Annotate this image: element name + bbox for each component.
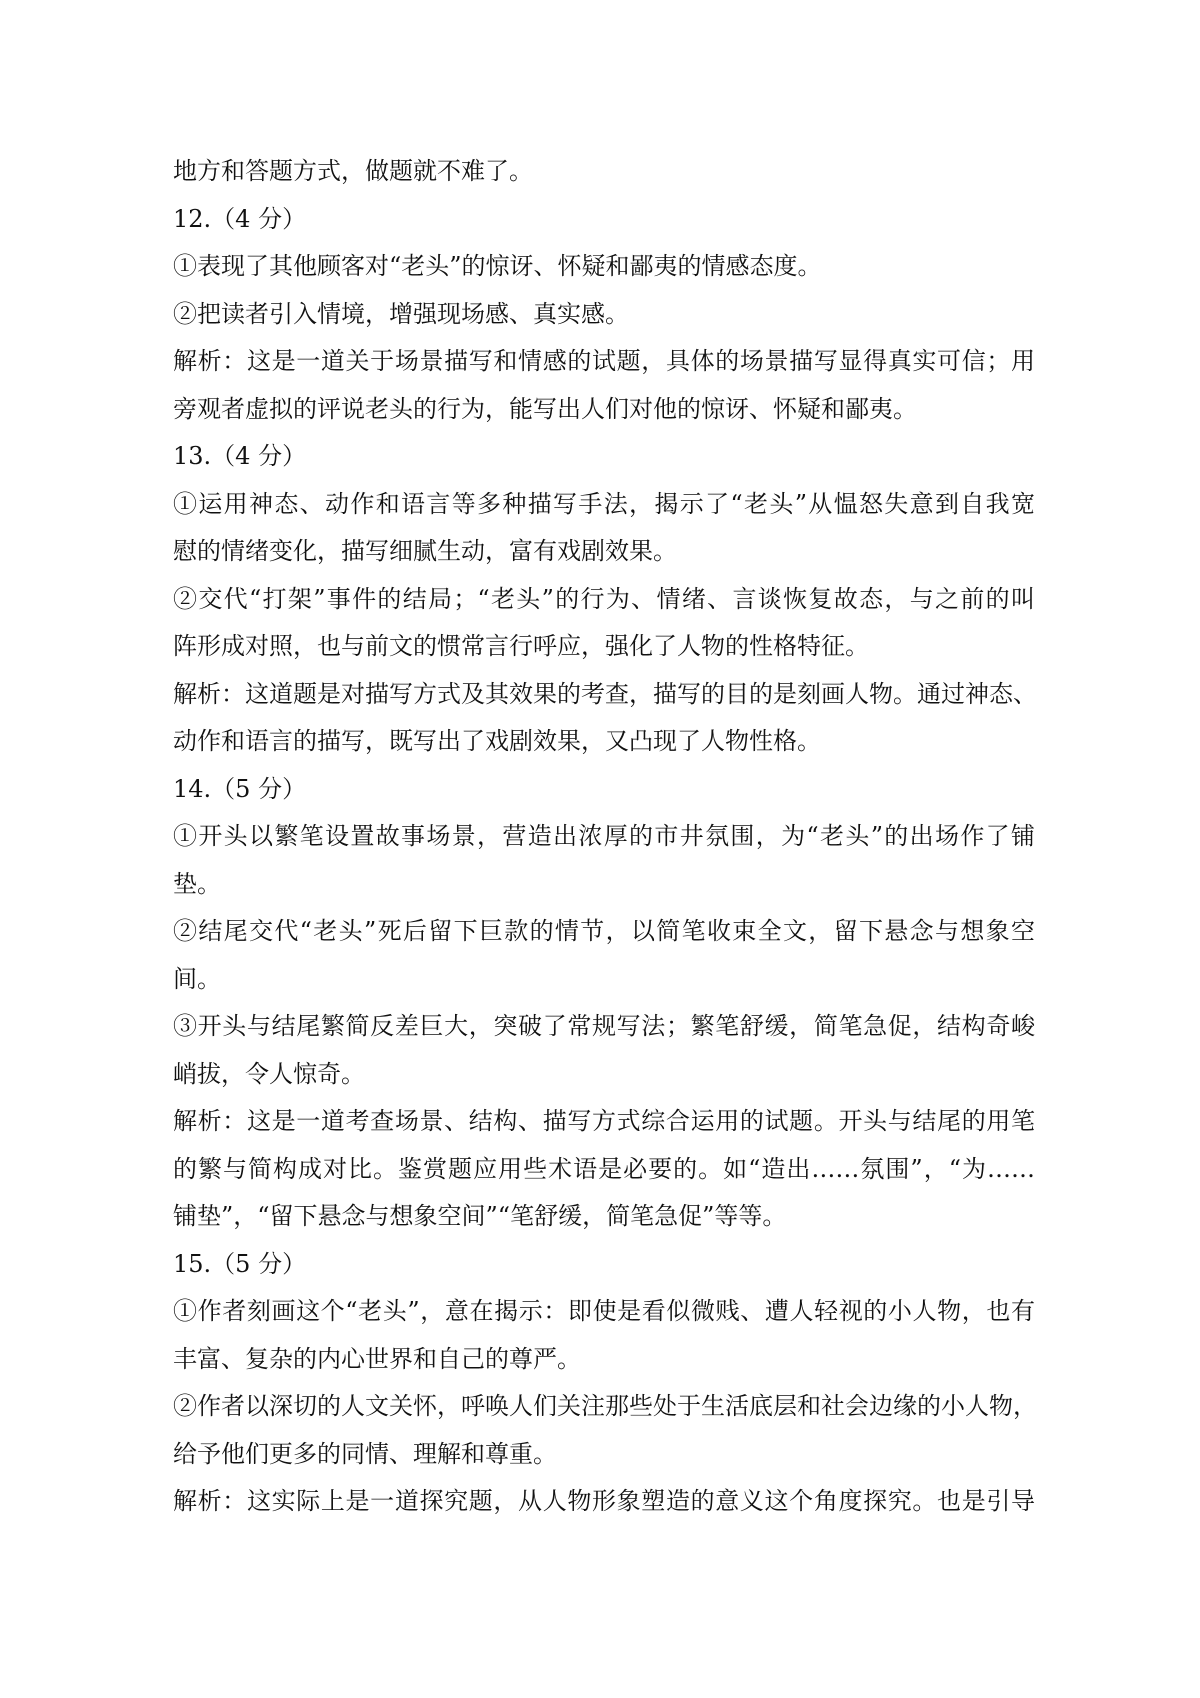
question-heading-14: 14.（5 分） [173, 774, 307, 803]
analysis-text: 解析：这实际上是一道探究题，从人物形象塑造的意义这个角度探究。也是引导 [173, 1487, 1035, 1515]
answer-point: ①开头以繁笔设置故事场景，营造出浓厚的市井氛围，为“老头”的出场作了铺 [173, 822, 1035, 850]
answer-point: 峭拔，令人惊奇。 [173, 1059, 365, 1088]
question-heading-12: 12.（4 分） [173, 204, 307, 233]
answer-point: ①作者刻画这个“老头”，意在揭示：即使是看似微贱、遭人轻视的小人物，也有 [173, 1297, 1035, 1325]
answer-point: ②把读者引入情境，增强现场感、真实感。 [173, 299, 629, 328]
answer-point: ③开头与结尾繁简反差巨大，突破了常规写法；繁笔舒缓，简笔急促，结构奇峻 [173, 1012, 1035, 1040]
analysis-text: 旁观者虚拟的评说老头的行为，能写出人们对他的惊讶、怀疑和鄙夷。 [173, 394, 917, 423]
analysis-text: 铺垫”，“留下悬念与想象空间”“笔舒缓，简笔急促”等等。 [173, 1202, 787, 1230]
answer-point: 给予他们更多的同情、理解和尊重。 [173, 1439, 557, 1468]
analysis-text: 动作和语言的描写，既写出了戏剧效果，又凸现了人物性格。 [173, 727, 821, 755]
analysis-text: 解析：这道题是对描写方式及其效果的考查，描写的目的是刻画人物。通过神态、 [173, 679, 1037, 708]
answer-point: 垫。 [173, 869, 221, 898]
answer-point: 阵形成对照，也与前文的惯常言行呼应，强化了人物的性格特征。 [173, 632, 869, 660]
question-heading-15: 15.（5 分） [173, 1249, 307, 1278]
answer-point: 慰的情绪变化，描写细腻生动，富有戏剧效果。 [173, 537, 677, 565]
answer-point: ①表现了其他顾客对“老头”的惊讶、怀疑和鄙夷的情感态度。 [173, 252, 822, 280]
analysis-text: 解析：这是一道关于场景描写和情感的试题，具体的场景描写显得真实可信；用 [173, 347, 1035, 375]
answer-point: ②结尾交代“老头”死后留下巨款的情节，以简笔收束全文，留下悬念与想象空 [173, 917, 1035, 945]
answer-point: ①运用神态、动作和语言等多种描写手法，揭示了“老头”从愠怒失意到自我宽 [173, 489, 1035, 518]
answer-point: 间。 [173, 964, 221, 993]
answer-point: 丰富、复杂的内心世界和自己的尊严。 [173, 1344, 581, 1373]
answer-text-body [173, 148, 1035, 1526]
question-heading-13: 13.（4 分） [173, 442, 307, 470]
answer-point: ②作者以深切的人文关怀，呼唤人们关注那些处于生活底层和社会边缘的小人物， [173, 1392, 1037, 1420]
analysis-text: 解析：这是一道考查场景、结构、描写方式综合运用的试题。开头与结尾的用笔 [173, 1107, 1035, 1135]
text-line-continuation: 地方和答题方式，做题就不难了。 [173, 157, 533, 185]
analysis-text: 的繁与简构成对比。鉴赏题应用些术语是必要的。如“造出……氛围”，“为…… [173, 1154, 1035, 1183]
answer-point: ②交代“打架”事件的结局；“老头”的行为、情绪、言谈恢复故态，与之前的叫 [173, 584, 1035, 613]
